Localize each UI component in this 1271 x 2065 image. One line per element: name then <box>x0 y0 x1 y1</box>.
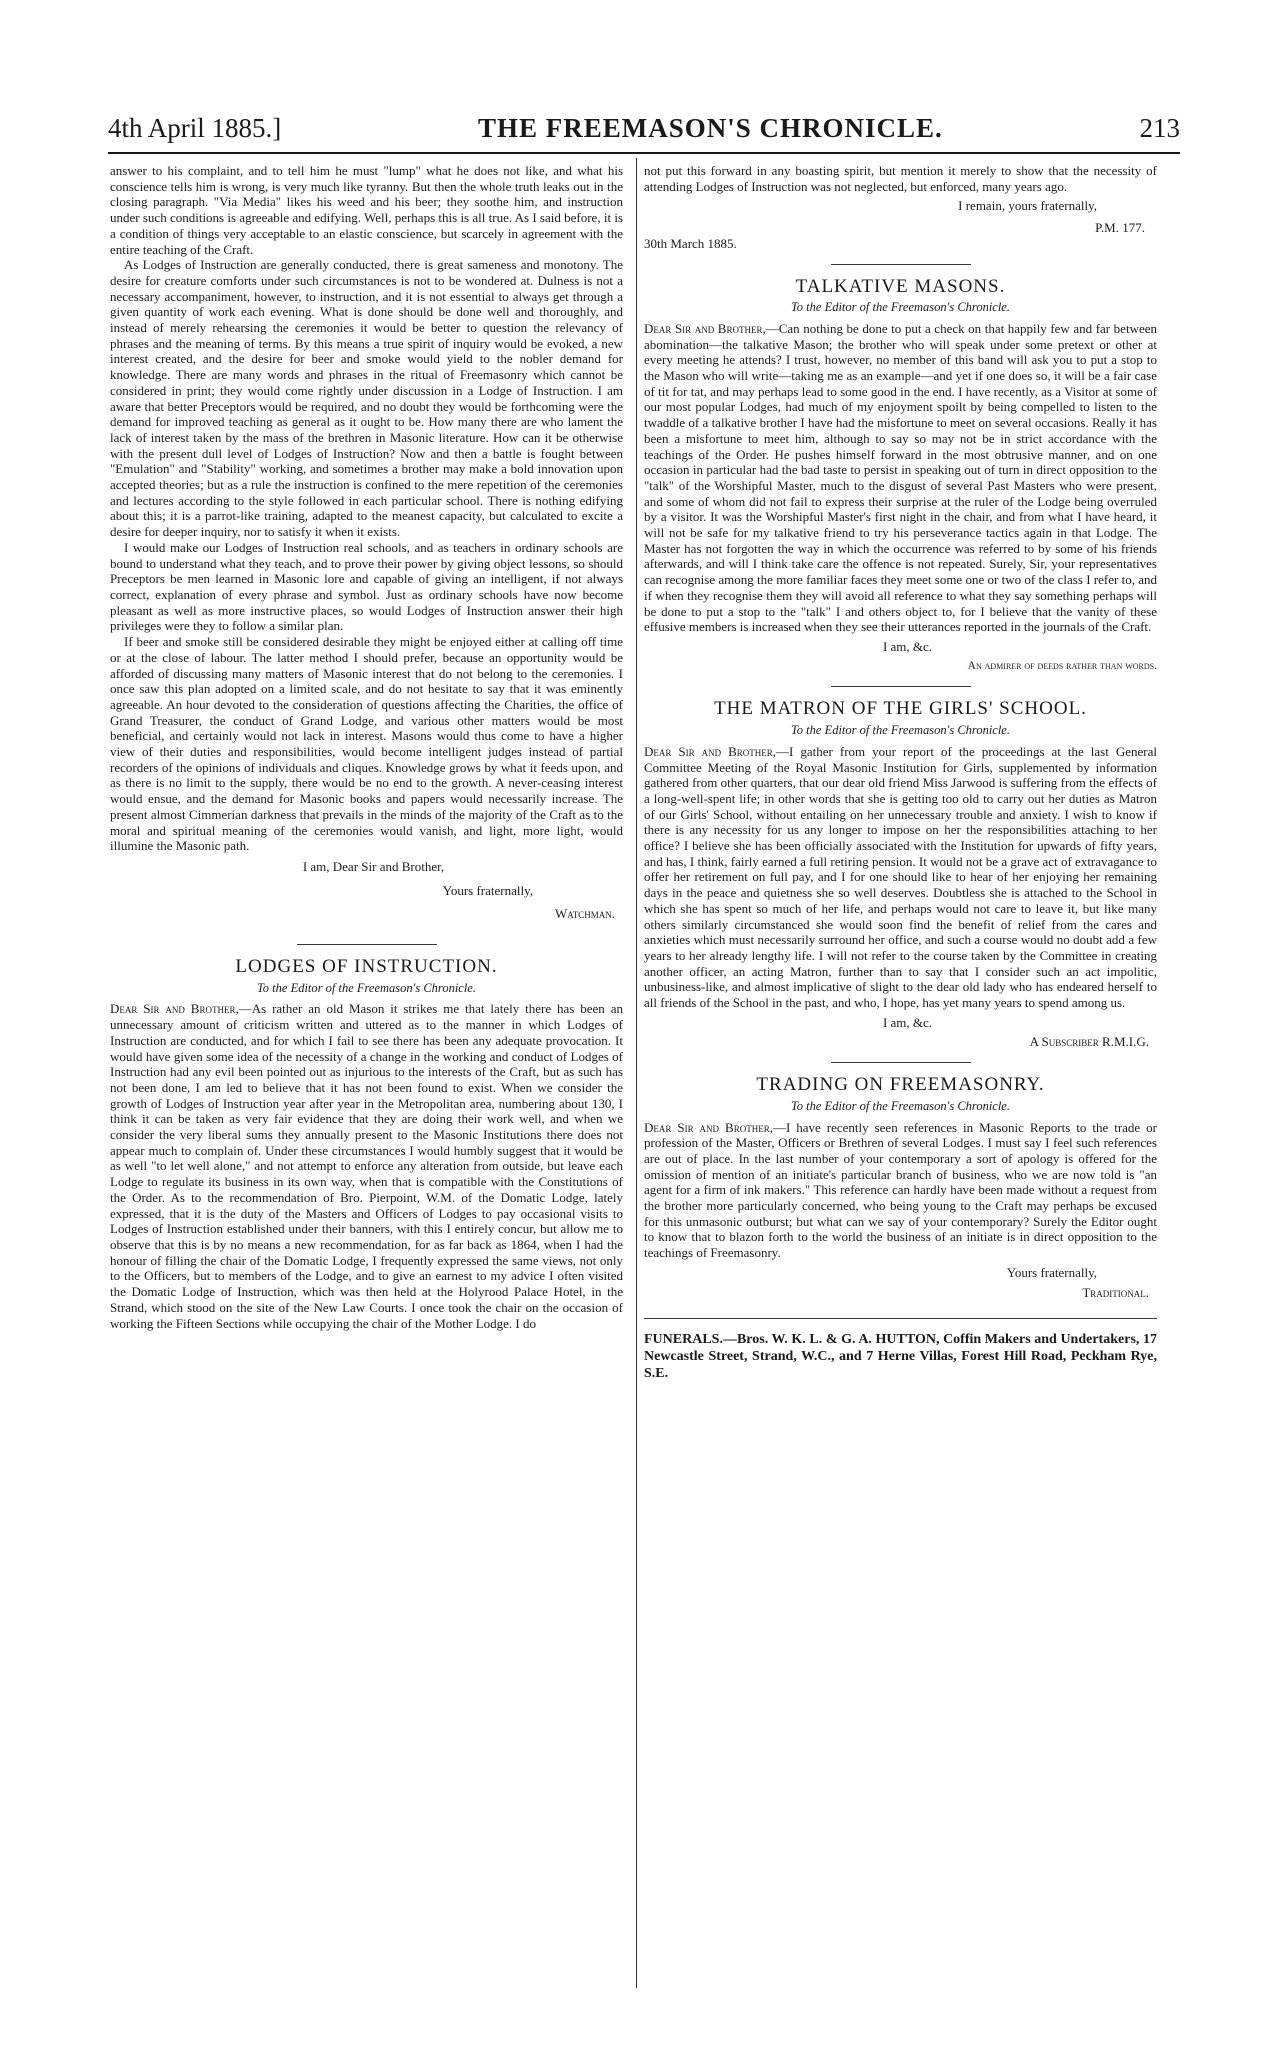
article-paragraph: I would make our Lodges of Instruction real schools, and as teachers in ordinary schools are bound to understand what they teach, and to prove their power by giving object lessons, so should Preceptors be men learned in Masonic lore and capable of giving an intelligent, if not always correct, explanation of every phrase and symbol. Just as ordinary schools have now become pleasant as well as more instructive places, so would Lodges of Instruction answer their high privileges were they to follow a similar plan. <box>110 539 623 634</box>
letter-closing: I am, &c. <box>882 638 933 654</box>
column-rule <box>636 158 637 1988</box>
section-subheading: To the Editor of the Freemason's Chronicle. <box>257 980 476 995</box>
letter-closing: I am, Dear Sir and Brother, <box>302 858 445 874</box>
right-column <box>644 163 1157 1993</box>
section-heading: THE MATRON OF THE GIRLS' SCHOOL. <box>714 698 1087 720</box>
letter-signature: Watchman. <box>554 906 615 922</box>
section-divider <box>831 1062 971 1063</box>
article-paragraph: As Lodges of Instruction are generally conducted, there is great sameness and monotony. The desire for creature comforts under such circumstances is not to be wondered at. Dulness is not a necessary accompaniment, however, to instruction, and it is not essential to always get through a given quantity of work each evening. What is done should be done well and thoroughly, and instead of merely rehearsing the ceremonies it would be better to question the relevancy of phrases and the meaning of terms. By this means a true spirit of inquiry would be evoked, a new interest created, and the desire for beer and smoke would yield to the nobler demand for knowledge. There are many words and phrases in the ritual of Freemasonry which cannot be considered in print; they would come rightly under discussion in a Lodge of Instruction. I am aware that better Preceptors would be required, and no doubt they would be forthcoming were the demand for improved teaching as general as it ought to be. How many there are who lament the lack of interest taken by the mass of the brethren in Masonic literature. How can it be otherwise with the present dull level of Lodges of Instruction? Now and then a battle is fought between "Emulation" and "Stability" working, and sometimes a brother may make a bold innovation upon accepted theories; but as a rule the instruction is confined to the mere repetition of the ceremonies and lectures according to the style followed in each particular school. There is nothing edifying about this; it is a parrot-like training, adapted to the meanest capacity, but calculated to excite a desire for deeper inquiry, nor to satisfy it when it exists. <box>110 257 623 540</box>
funeral-advertisement: FUNERALS.—Bros. W. K. L. & G. A. HUTTON, Coffin Makers and Undertakers, 17 Newcastle Street, Strand, W.C., and 7 Herne Villas, Forest Hill Road, Peckham Rye, S.E. <box>644 1332 1157 1382</box>
letter-signature: P.M. 177. <box>1095 220 1145 236</box>
letter-salutation: Dear Sir and Brother, <box>644 1119 773 1135</box>
header-rule <box>108 152 1180 154</box>
section-divider <box>297 944 437 945</box>
letter-body <box>110 1001 623 1331</box>
letter-closing: I remain, yours fraternally, <box>958 198 1097 214</box>
article-paragraph: If beer and smoke still be considered desirable they might be enjoyed either at calling off time or at the close of labour. The latter method I should prefer, because an opportunity would be afforded of discussing many matters of Masonic interest that do not belong to the ceremonies. I once saw this plan adopted on a limited scale, and do not hesitate to say that it was eminently agreeable. An hour devoted to the consideration of questions affecting the Charities, the office of Grand Treasurer, the conduct of Grand Lodge, and various other matters would be most beneficial, and certainly would not lack in interest. Masons would thus come to have a higher view of their duties and responsibilities, would become intelligent judges instead of partial recorders of the opinions of individuals and cliques. Knowledge grows by what it feeds upon, and as there is no limit to the supply, there would be no end to the growth. A never-ceasing interest would ensue, and the demand for Masonic books and papers would necessarily increase. The present almost Cimmerian darkness that prevails in the minds of the majority of the Craft as to the moral and spiritual meaning of the ceremonies would vanish, and light, more light, would illumine the Masonic path. <box>110 634 623 854</box>
advert-divider <box>644 1318 1157 1319</box>
section-subheading: To the Editor of the Freemason's Chronicle. <box>791 723 1010 738</box>
letter-text: —I gather from your report of the proceedings at the last General Committee Meeting of the Royal Masonic Institution for Girls, supplemented by information gathered from other quarters, that our dear old friend Miss Jarwood is suffering from the effects of a long-well-spent life; in other words that she is getting too old to carry out her duties as Matron of our Girls' School, without entailing on her unnecessary trouble and anxiety. I wish to know if there is any necessity for us any longer to impose on her the responsibilities attaching to her office? I believe she has been officially associated with the Institution for upwards of fifty years, and has, I think, fairly earned a full retiring pension. It would not be a grave act of extravagance to offer her retirement on full pay, and I for one should like to hear of her enjoying her remaining days in the peace and quietness she so well deserves. Doubtless she is attached to the School in which she has spent so much of her life, and perhaps would not care to leave it, but like many others similarly circumstanced she would soon find the benefit of relief from the cares and anxieties which must necessarily surround her office, and such a course would no doubt add a few years to her already lengthy life. I will not refer to the course taken by the Committee in creating another officer, an acting Matron, further than to say that I consider such an act impolitic, unbusiness-like, and almost implicative of slight to the dear old lady who has endeared herself to all friends of the School in the past, and who, I hope, has yet many years to spend among us. <box>644 743 1157 1011</box>
letter-text: —Can nothing be done to put a check on that happily few and far between abomination—the talkative Mason; the brother who will speak under some pretext or other at every meeting he attends? I trust, however, no member of this band will ask you to put a stop to the Mason who will write—taking me as an example—and yet if one does so, it will be a fair case of tit for tat, and may perhaps lead to some good in the end. I have recently, as a Visitor at some of our most popular Lodges, had much of my enjoyment spoilt by being compelled to listen to the twaddle of a talkative brother I have had the misfortune to meet on several occasions. Really it has been a misfortune to meet him, although to say so may not be in strict accordance with the teachings of the Order. He pushes himself forward in the most obtrusive manner, and on one occasion in particular had the bad taste to persist in speaking out of turn in direct opposition to the "talk" of the Worshipful Master, much to the disgust of several Past Masters who were present, and some of whom did not fail to express their surprise at the ruler of the Lodge being overruled by a visitor. It was the Worshipful Master's first night in the chair, and from what I have heard, it will not be safe for my talkative friend to try his perseverance tactics again in that Lodge. The Master has not forgotten the way in which the occurrence was referred to by some of his friends afterwards, and will I think take care the offence is not repeated. Surely, Sir, your representatives can recognise among the more familiar faces they meet some one or two of the class I refer to, and if when they recognise them they will avoid all reference to what they say something perhaps will be done to put a stop to the "talk" I and others object to, for I believe that the vanity of these effusive members is increased when they see their utterances reported in the journals of the Craft. <box>644 320 1157 635</box>
letter-continuation: not put this forward in any boasting spirit, but mention it merely to show that the necessity of attending Lodges of Instruction was not neglected, but enforced, many years ago. <box>644 163 1157 194</box>
left-column <box>110 163 623 1993</box>
section-divider <box>831 264 971 265</box>
page-number: 213 <box>1139 113 1180 143</box>
letter-closing: I am, &c. <box>882 1014 933 1030</box>
letter-salutation: Dear Sir and Brother, <box>644 743 777 759</box>
letter-body <box>644 744 1157 1011</box>
publication-title: THE FREEMASON'S CHRONICLE. <box>477 113 943 143</box>
letter-body <box>644 1120 1157 1261</box>
letter-yours: Yours fraternally, <box>442 882 533 898</box>
section-subheading: To the Editor of the Freemason's Chronicle. <box>791 1098 1010 1113</box>
article-paragraph: answer to his complaint, and to tell him he must "lump" what he does not like, and what his conscience tells him is wrong, is very much like tyranny. But then the whole truth leaks out in the closing paragraph. "Via Media" likes his weed and his beer; they soothe him, and instruction under such conditions is agreeable and edifying. Well, perhaps this is all true. As I said before, it is a condition of things very acceptable to an elastic conscience, but scarcely in agreement with the entire teaching of the Craft. <box>110 163 623 257</box>
letter-date: 30th March 1885. <box>644 235 737 251</box>
letter-signature: Traditional. <box>1082 1284 1149 1300</box>
section-heading: TRADING ON FREEMASONRY. <box>756 1074 1045 1096</box>
page-header <box>108 112 1180 152</box>
letter-text: —I have recently seen references in Masonic Reports to the trade or profession of the Master, Officers or Brethren of several Lodges. I must say I feel such references are out of place. In the last number of your contemporary a sort of apology is offered for the omission of mention of an initiate's particular branch of business, who we are now told is "an agent for a firm of ink makers." This reference can hardly have been made without a request from the brother more particularly concerned, who being young to the Craft may perhaps be excused for this unmasonic outburst; but what can we say of your contemporary? Surely the Editor ought to know that to blazon forth to the world the business of an initiate is in direct opposition to the teachings of Freemasonry. <box>644 1119 1157 1261</box>
letter-salutation: Dear Sir and Brother, <box>110 1001 239 1017</box>
letter-body <box>644 321 1157 635</box>
section-divider <box>831 686 971 687</box>
letter-signature: An admirer of deeds rather than words. <box>967 659 1157 672</box>
issue-date: 4th April 1885.] <box>108 113 282 143</box>
section-heading: TALKATIVE MASONS. <box>795 275 1006 297</box>
section-subheading: To the Editor of the Freemason's Chronicle. <box>791 300 1010 315</box>
letter-salutation: Dear Sir and Brother, <box>644 320 766 336</box>
section-heading: LODGES OF INSTRUCTION. <box>235 956 498 978</box>
letter-closing: Yours fraternally, <box>1006 1264 1097 1280</box>
letter-text: —As rather an old Mason it strikes me that lately there has been an unnecessary amount of criticism written and uttered as to the manner in which Lodges of Instruction are conducted, and for which I fail to see there has been any adequate provocation. It would have given some idea of the necessity of a change in the working and conduct of Lodges of Instruction had any evil been pointed out as injurious to the interests of the Craft, but as such has not been done, I am led to believe that it has not been found to exist. When we consider the growth of Lodges of Instruction year after year in the Metropolitan area, numbering about 130, I think it can be taken as very fair evidence that they are doing their work well, and when we consider the very liberal sums they annually present to the Masonic Institutions there does not appear much to complain of. Under these circumstances I would humbly suggest that it would be as well "to let well alone," and not attempt to enforce any alteration from outside, but leave each Lodge to regulate its business in its own way, when that is compatible with the Constitutions of the Order. As to the recommendation of Bro. Pierpoint, W.M. of the Domatic Lodge, lately expressed, that it is the duty of the Masters and Officers of Lodges to pay occasional visits to Lodges of Instruction established under their banners, with this I entirely concur, but allow me to observe that this is by no means a new recommendation, for as far back as 1864, when I had the honour of filling the chair of the Domatic Lodge, I frequently expressed the same views, not only to the Officers, but to members of the Lodge, and to give an earnest to my advice I often visited the Domatic Lodge of Instruction, which was then held at the Holyrood Palace Hotel, in the Strand, which stood on the site of the New Law Courts. I once took the chair on the occasion of working the Fifteen Sections while occupying the chair of the Mother Lodge. I do <box>110 1001 623 1331</box>
letter-signature: A Subscriber R.M.I.G. <box>1029 1034 1149 1050</box>
